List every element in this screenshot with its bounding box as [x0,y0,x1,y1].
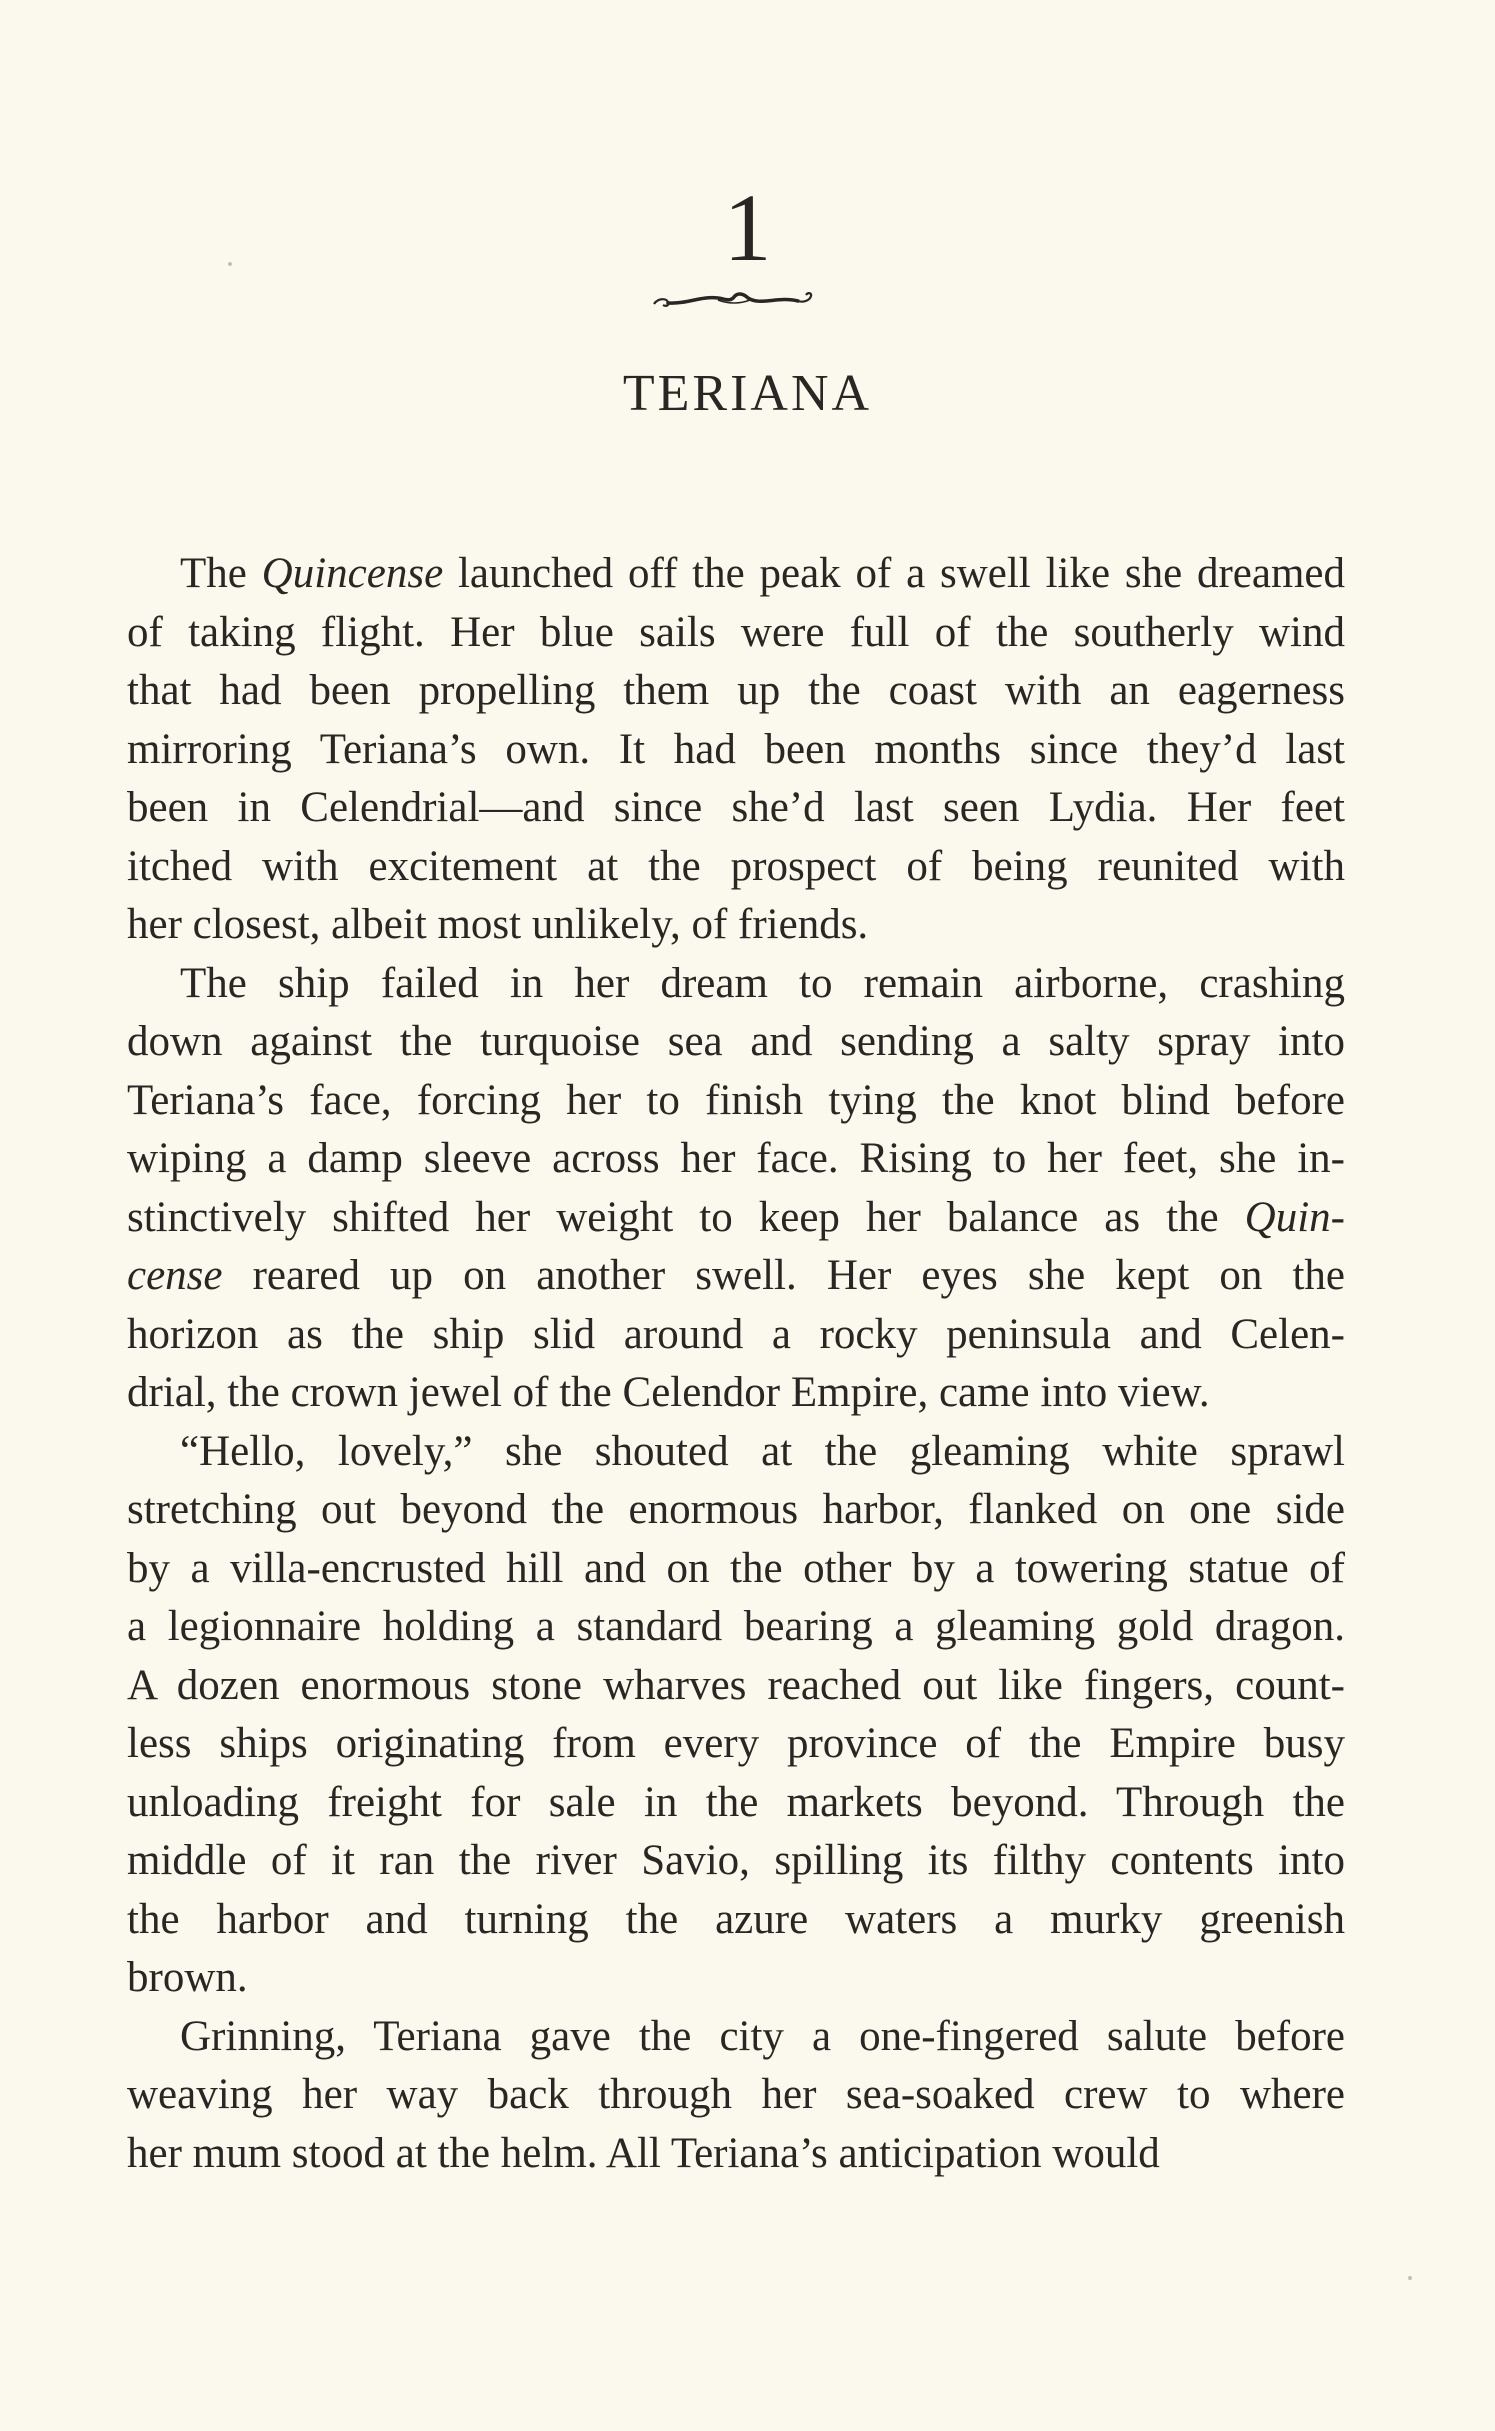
text-line [127,779,1345,838]
text-line [127,1832,1345,1891]
text-line [127,1657,1345,1716]
text-line [127,1364,1345,1423]
text-segment: been in Celendrial—and since she’d last seen Lydia. Her feet [127,784,1345,831]
text-line [127,1306,1345,1365]
italic-text: cense [127,1252,223,1299]
paragraph [127,2008,1345,2184]
text-line [127,662,1345,721]
text-line [127,604,1345,663]
text-line [127,2008,1345,2067]
text-segment: The ship failed in her dream to remain airborne, crashing [180,959,1345,1007]
text-segment: wiping a damp sleeve across her face. Rising to her feet, she in- [127,1135,1345,1182]
paragraph [127,545,1345,955]
text-line [127,1189,1345,1248]
text-line [127,1774,1345,1833]
text-segment: her closest, albeit most unlikely, of friends. [127,901,869,948]
text-segment: Teriana’s face, forcing her to finish tying the knot blind before [127,1076,1345,1124]
text-segment: the harbor and turning the azure waters a murky greenish [127,1895,1345,1943]
text-segment: less ships originating from every province of the Empire busy [127,1720,1345,1767]
italic-text: Quincense [261,550,444,597]
text-segment: of taking flight. Her blue sails were full of the southerly wind [127,608,1345,656]
text-segment: itched with excitement at the prospect of being reunited with [127,842,1345,890]
text-line [127,545,1345,604]
text-segment: launched off the peak of a swell like she dreamed [443,550,1345,597]
text-line [127,2066,1345,2125]
text-segment: “Hello, lovely,” she shouted at the gleaming white sprawl [180,1427,1345,1475]
scan-speck [1408,2276,1412,2280]
flourish-divider-icon [648,286,818,314]
paragraph [127,955,1345,1423]
text-segment: A dozen enormous stone wharves reached out like fingers, count- [127,1661,1345,1709]
text-segment: a legionnaire holding a standard bearing a gleaming gold dragon. [127,1603,1345,1650]
text-line [127,1130,1345,1189]
text-segment: middle of it ran the river Savio, spilling its filthy contents into [127,1837,1345,1884]
paragraph [127,1423,1345,2008]
text-line [127,1715,1345,1774]
text-segment: reared up on another swell. Her eyes she kept on the [222,1252,1345,1299]
text-line [127,1540,1345,1599]
text-segment: stretching out beyond the enormous harbor, flanked on one side [127,1486,1345,1533]
text-line [127,1013,1345,1072]
text-line [127,955,1345,1014]
text-line [127,1598,1345,1657]
chapter-body [127,545,1345,2183]
text-line [127,1949,1345,2008]
text-segment: mirroring Teriana’s own. It had been months since they’d last [127,725,1345,773]
chapter-title: TERIANA [622,365,873,422]
scan-speck [228,262,232,266]
text-segment: unloading freight for sale in the markets beyond. Through the [127,1778,1345,1826]
text-segment: drial, the crown jewel of the Celendor Empire, came into view. [127,1369,1210,1416]
text-segment: down against the turquoise sea and sending a salty spray into [127,1018,1345,1065]
italic-text: Quin- [1244,1193,1345,1241]
text-segment: brown. [127,1954,248,2001]
text-segment: Grinning, Teriana gave the city a one-fingered salute before [180,2012,1345,2060]
text-line [127,721,1345,780]
text-segment: stinctively shifted her weight to keep her balance as the [127,1193,1245,1241]
text-segment: her mum stood at the helm. All Teriana’s anticipation would [127,2129,1160,2177]
chapter-number: 1 [723,174,772,281]
text-line [127,2125,1345,2184]
text-segment: weaving her way back through her sea-soaked crew to where [127,2071,1345,2118]
text-line [127,896,1345,955]
text-segment: that had been propelling them up the coast with an eagerness [127,667,1345,714]
text-line [127,838,1345,897]
text-line [127,1247,1345,1306]
text-segment: by a villa-encrusted hill and on the other by a towering statue of [127,1544,1345,1592]
text-segment: horizon as the ship slid around a rocky peninsula and Celen- [127,1310,1345,1358]
text-line [127,1072,1345,1131]
text-segment: The [180,550,262,597]
text-line [127,1891,1345,1950]
text-line [127,1481,1345,1540]
text-line [127,1423,1345,1482]
